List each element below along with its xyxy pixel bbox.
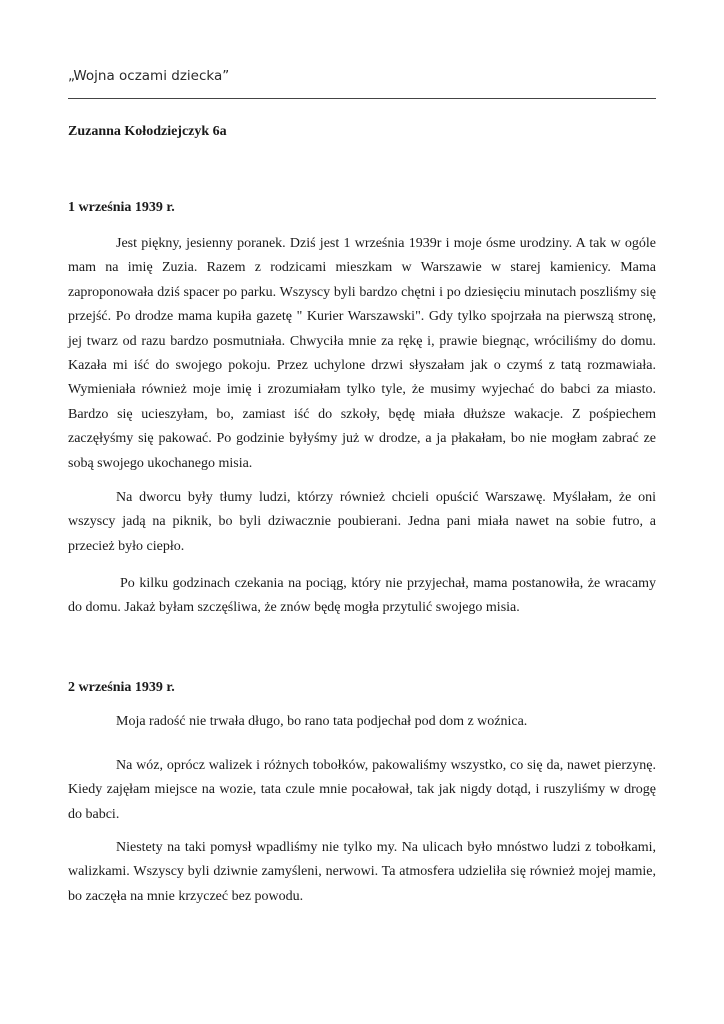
- entry-2-paragraph-3: Niestety na taki pomysł wpadliśmy nie tylko my. Na ulicach było mnóstwo ludzi z tobołkami, walizkami. Wszyscy byli dziwnie zamyśleni, nerwowi. Ta atmosfera udzieliła się również mojej mamie, bo zaczęła na mnie krzyczeć bez powodu.: [68, 840, 656, 904]
- entry-date-2: 2 września 1939 r.: [68, 680, 175, 695]
- entry-2-paragraph-2: Na wóz, oprócz walizek i różnych tobołków, pakowaliśmy wszystko, co się da, nawet pierzynę. Kiedy zajęłam miejsce na wozie, tata czule mnie pocałował, tak jak nigdy dotąd, i ruszyliśmy w drogę do babci.: [68, 758, 656, 822]
- entry-1-paragraph-2: Na dworcu były tłumy ludzi, którzy również chcieli opuścić Warszawę. Myślałam, że oni wszyscy jadą na piknik, bo byli dziwacznie poubierani. Jedna pani miała nawet na sobie futro, a przecież było ciepło.: [68, 490, 656, 554]
- entry-1-paragraph-3: Po kilku godzinach czekania na pociąg, który nie przyjechał, mama postanowiła, że wracamy do domu. Jakaż byłam szczęśliwa, że znów będę mogła przytulić swojego misia.: [68, 576, 656, 616]
- entry-1-paragraph-1: Jest piękny, jesienny poranek. Dziś jest 1 września 1939r i moje ósme urodziny. A tak w ogóle mam na imię Zuzia. Razem z rodzicami mieszkam w Warszawie w starej kamienicy. Mama zaproponowała dziś spacer po parku. Wszyscy byli bardzo chętni i po dziesięciu minutach poszliśmy się przejść. Po drodze mama kupiła gazetę " Kurier Warszawski". Gdy tylko spojrzała na pierwszą stronę, jej twarz od razu bardzo posmutniała. Chwyciła mnie za rękę i, prawie biegnąc, wróciliśmy do domu. Kazała mi iść do swojego pokoju. Przez uchylone drzwi słyszałam jak o czymś z tatą rozmawiała. Wymieniała również moje imię i zrozumiałam tylko tyle, że musimy wyjechać do babci za miasto. Bardzo się ucieszyłam, bo, zamiast iść do szkoły, będę miała dłuższe wakacje. Z pośpiechem zaczęłyśmy się pakować. Po godzinie byłyśmy już w drodze, a ja płakałam, bo nie mogłam zabrać ze sobą swojego ukochanego misia.: [68, 236, 656, 471]
- page-header-title: „Wojna oczami dziecka”: [68, 68, 230, 84]
- entry-date-1: 1 września 1939 r.: [68, 200, 175, 215]
- entry-2-paragraph-1: Moja radość nie trwała długo, bo rano tata podjechał pod dom z woźnica.: [116, 714, 528, 729]
- author-line: Zuzanna Kołodziejczyk 6a: [68, 124, 227, 139]
- header-divider: [68, 98, 656, 99]
